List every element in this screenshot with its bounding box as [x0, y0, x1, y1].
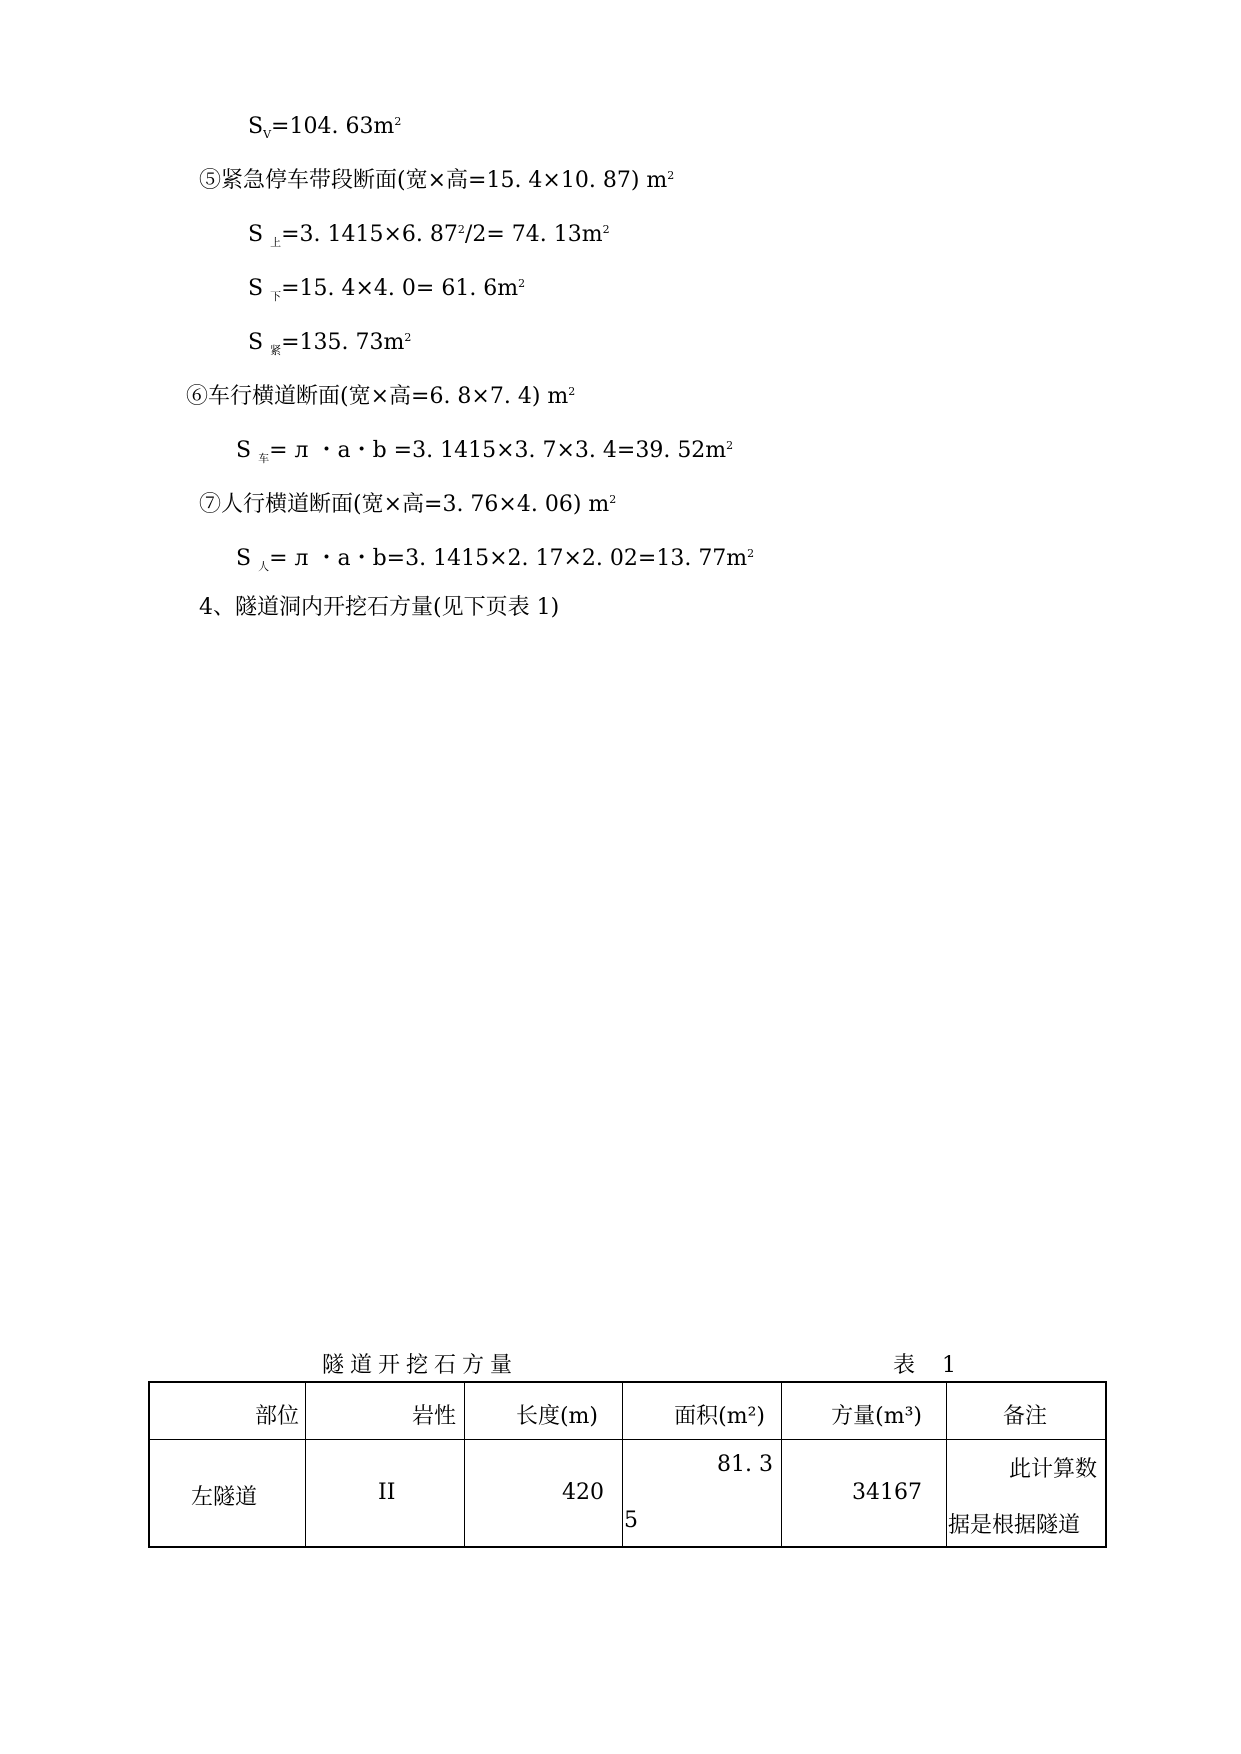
- header-cell-part: 部位: [149, 1382, 306, 1440]
- formula-s-pedestrian: S $_人$= л ・a・b=3. 1415×2. 17×2. 02=13. $77m^2$: [236, 546, 755, 573]
- section-heading-vehicle-crossing: ⑥车行横道断面(宽×高=6. 8×7. 4) $m^2$: [186, 384, 576, 409]
- cell-part: 左隧道: [149, 1440, 306, 1548]
- cell-rock: II: [306, 1440, 465, 1548]
- table-label: 表 1: [893, 1353, 966, 1378]
- table-row: [149, 1440, 1106, 1548]
- header-cell-note: 备注: [947, 1382, 1107, 1440]
- header-cell-volume: 方量(m³): [782, 1382, 947, 1440]
- cell-volume: 34167: [782, 1440, 947, 1548]
- header-cell-area: 面积(m²): [623, 1382, 782, 1440]
- formula-sv: $S_V=104$. $63m^2$: [248, 114, 402, 141]
- cell-note: 此计算数 据是根据隧道: [947, 1440, 1107, 1548]
- section-heading-excavation-volume: 4、隧道洞内开挖石方量(见下页表 1): [199, 595, 560, 620]
- header-cell-rock: 岩性: [306, 1382, 465, 1440]
- cell-length: 420: [465, 1440, 623, 1548]
- cell-area: 81. 3 5: [623, 1440, 782, 1548]
- formula-s-emergency: S $_紧$=135. $73m^2$: [248, 330, 412, 357]
- formula-s-upper: S $_上$=3. 1415×6. $87^2/2= 74$. $13m^2$: [248, 222, 610, 249]
- table-title: 隧道开挖石方量: [322, 1353, 519, 1378]
- table-header-row: [149, 1382, 1106, 1440]
- formula-s-lower: S $_下$=15. 4×4. 0= 61. $6m^2$: [248, 276, 526, 303]
- section-heading-emergency-stop: ⑤紧急停车带段断面(宽×高=15. 4×10. 87) $m^2$: [199, 168, 675, 193]
- formula-s-vehicle: S $_车$= л ・a・b =3. 1415×3. 7×3. 4=39. $52m^2$: [236, 438, 734, 465]
- excavation-table: [148, 1381, 1107, 1548]
- section-heading-pedestrian-crossing: ⑦人行横道断面(宽×高=3. 76×4. 06) $m^2$: [199, 492, 617, 517]
- header-cell-length: 长度(m): [465, 1382, 623, 1440]
